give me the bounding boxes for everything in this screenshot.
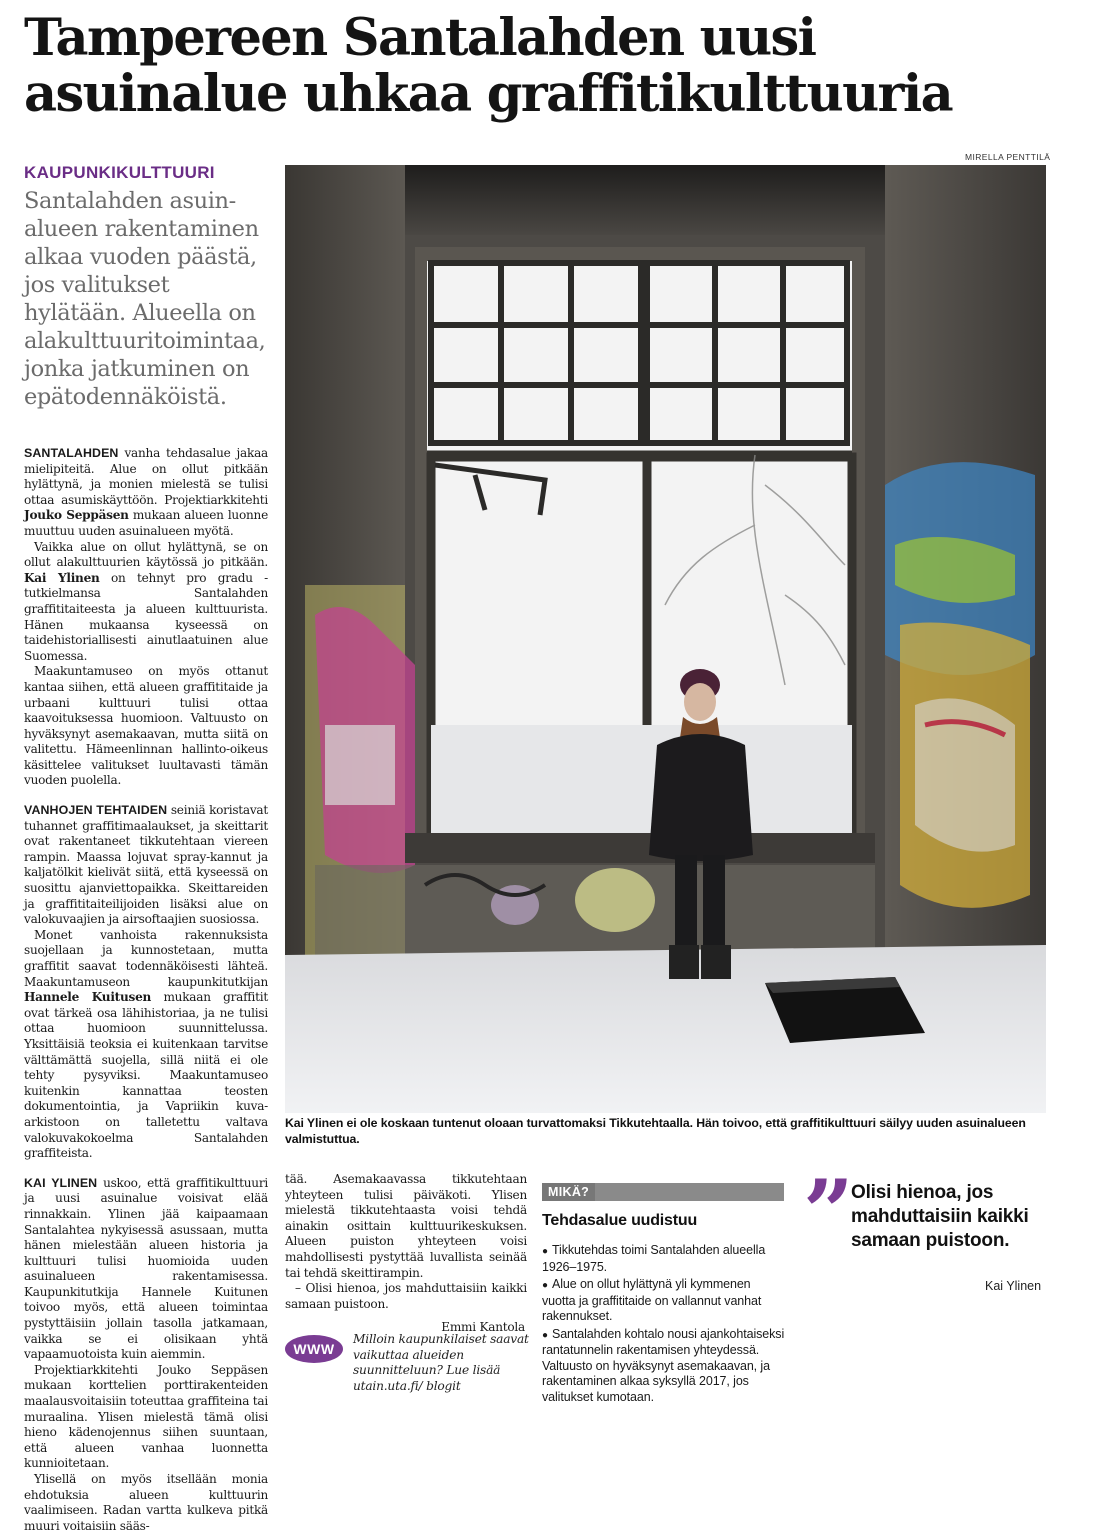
paragraph: SANTALAHDEN vanha tehdasalue jakaa mielipiteitä. Alue on ollut pitkään hylättynä, ja monien mielestä se tulisi ottaa asumiskäyttöön. Projektiarkkitehti Jouko Seppäsen mukaan alueen luonne muuttuu uuden asuinalueen myötä. (24, 446, 268, 538)
paragraph: Vaikka alue on ollut hylättynä, se on ollut alakulttuurien käytössä jo pitkään. Kai Ylinen on tehnyt pro gradu -tutkielmansa Santalahden graffititaiteesta ja alueen kulttuurista. Hänen mukaansa kyseessä on taidehistoriallisesti ainutlaatuinen alue Suomessa. (24, 539, 268, 663)
paragraph: Ylisellä on myös itsellään monia ehdotuksia alueen kulttuurin vaalimiseen. Radan vartta kulkeva pitkä muuri voitaisiin sääs- (24, 1472, 268, 1533)
run-in: VANHOJEN TEHTAIDEN (24, 803, 168, 818)
web-teaser-text[interactable]: Milloin kaupunkilaiset saavat vaikuttaa alueiden suunnitteluun? Lue lisää utain.uta.fi/ blogit (353, 1332, 529, 1393)
article-body-column-2 (285, 1172, 527, 1336)
run-in: KAI YLINEN (24, 1175, 98, 1190)
pull-quote-source: Kai Ylinen (985, 1279, 1042, 1293)
person-name: Kai Ylinen (24, 570, 100, 585)
paragraph: Maakuntamuseo on myös ottanut kantaa siihen, että alueen graffititaide ja urbaani kulttuuri tulisi ottaa kaavoituksessa huomioon. Valtuusto on hyväksynyt asemakaavan, mutta siitä on valitettu. Hämeenlinnan hallinto-oikeus käsittelee valitukset luultavasti tämän vuoden puolella. (24, 664, 268, 788)
paragraph: tää. Asemakaavassa tikkutehtaan yhteyteen tulisi päiväkoti. Ylisen mielestä tikkutehtaasta voisi tehdä ainakin osittain kulttuurikeskuksen. Alueen puiston yhteyteen voisi mahdollisesti pystyttää luvallista seinää tai tehdä skeittirampin. (285, 1172, 527, 1280)
article-photo (285, 165, 1046, 1113)
paragraph: KAI YLINEN uskoo, että graffitikulttuuri ja uusi asuinalue voisivat elää rinnakkain. Ylinen jää kaipaamaan Santalahtea nykyisessä asussaan, mutta hänen mielestään alueen historia ja kulttuuri tulisi huomioida uuden asuinalueen rakentamisessa. Kaupunkitutkija Hannele Kuitunen toivoo myös, että alueen toimintaa pystyttäisiin jollain tasolla jatkamaan, vaikka se ei olisikaan yhtä vapaamuotoista kuin aiemmin. (24, 1175, 268, 1362)
photo-credit: MIRELLA PENTTILÄ (965, 152, 1051, 162)
quote-mark-icon: ” (803, 1160, 848, 1264)
pull-quote: Olisi hienoa, jos mahduttaisiin kaikki samaan puistoon. (851, 1182, 1029, 1251)
lede: Santalahden asuinalueen rakentaminen alkaa vuoden päästä, jos valitukset hylätään. Alueella on alakulttuuritoimintaa, jonka jatkuminen on epätodennäköistä. (24, 188, 266, 410)
photo-caption: Kai Ylinen ei ole koskaan tuntenut oloaan turvattomaksi Tikkutehtaalla. Hän toivoo, että graffitikulttuuri säilyy uuden asuinalueen valmistuttua. (285, 1116, 1026, 1146)
paragraph: Monet vanhoista rakennuksista suojellaan ja kunnostetaan, mutta graffitit saavat todennäköisesti lähteä. Maakuntamuseon kaupunkitutkijan Hannele Kuitusen mukaan graffitit ovat tärkeä osa lähihistoriaa, ja ne tulisi ottaa huomioon suunnittelussa. Yksittäisiä teoksia ei kuitenkaan tarvitse välttämättä suojella, sillä niitä ei ole tehty pysyviksi. Maakuntamuseo kuitenkin kannattaa teosten dokumentointia, ja Vapriikin kuva-arkistoon on talletettu valtava valokuvakokoelma Santalahden graffiteista. (24, 927, 268, 1161)
factbox-item: ● Santalahden kohtalo nousi ajankohtaiseksi rantatunnelin rakentamisen yhteydessä. Valtuusto on hyväksynyt asemakaavan, ja rakentaminen alkaa syksyllä 2017, jos valitukset kumotaan. (542, 1327, 787, 1406)
person-name: Jouko Seppäsen (24, 508, 129, 523)
headline: Tampereen Santalahden uusi asuinalue uhkaa graffitikulttuuria (24, 8, 953, 124)
factbox-item: ● Alue on ollut hylättynä yli kymmenen vuotta ja graffititaide on vallannut vanhat rakennukset. (542, 1277, 787, 1325)
www-icon: WWW (285, 1335, 343, 1363)
run-in: SANTALAHDEN (24, 446, 119, 460)
web-teaser[interactable] (285, 1332, 535, 1412)
factbox-item: ● Tikkutehdas toimi Santalahden alueella 1926–1975. (542, 1243, 787, 1275)
paragraph: Projektiarkkitehti Jouko Seppäsen mukaan korttelien porttirakenteiden maalausvoitaisiin toteuttaa graffiteina tai muraalina. Ylisen mielestä tämä olisi hieno kädenojennus siihen suuntaan, että alueen vanhaa luonnetta kunnioitetaan. (24, 1362, 268, 1471)
factbox-list (542, 1243, 787, 1407)
factbox-tag: MIKÄ? (542, 1183, 784, 1201)
person-name: Hannele Kuitusen (24, 990, 152, 1005)
paragraph: VANHOJEN TEHTAIDEN seiniä koristavat tuhannet graffitimaalaukset, ja skeittarit ovat rakentaneet tikkutehtaan viereen rampin. Maassa lojuvat spray-kannut ja kaljatölkit kielivät siitä, että kyseessä on suosittu ajanviettopaikka. Skeittareiden ja graffititaiteilijoiden lisäksi alue on valokuvaajien ja airsoftaajien suosiossa. (24, 803, 268, 927)
paragraph: – Olisi hienoa, jos mahduttaisiin kaikki samaan puistoon. (285, 1281, 527, 1311)
author-byline: Emmi Kantola (441, 1320, 525, 1335)
section-kicker: KAUPUNKIKULTTUURI (24, 163, 215, 182)
article-body-column-1 (24, 446, 268, 1534)
factbox-title: Tehdasalue uudistuu (542, 1212, 698, 1229)
